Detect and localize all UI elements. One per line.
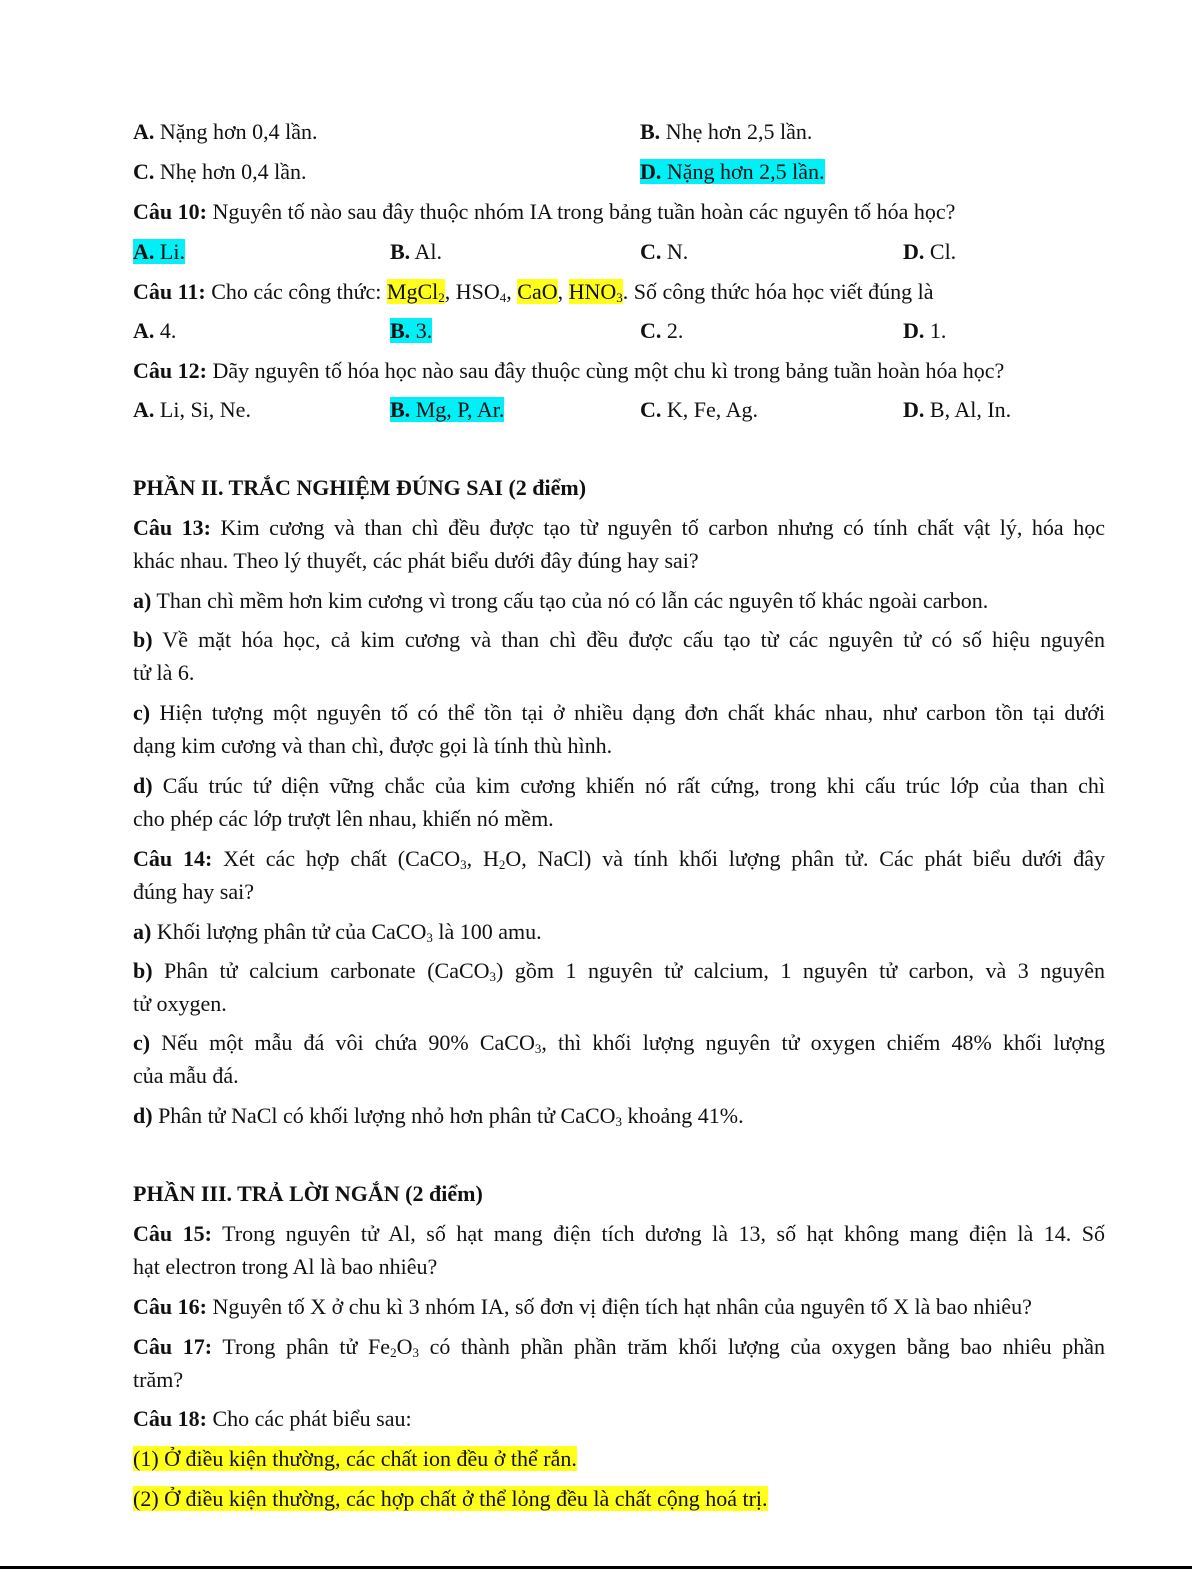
q11-option-b	[390, 316, 432, 346]
q9-option-b: B. Nhẹ hơn 2,5 lần.	[640, 119, 813, 144]
q14-statement-d: d) Phân tử NaCl có khối lượng nhỏ hơn phân tử CaCO$_3$ khoảng 41%.	[133, 1103, 744, 1129]
q13-statement-c-cont: dạng kim cương và than chì, được gọi là tính thù hình.	[133, 733, 613, 758]
q10-option-a	[133, 237, 185, 267]
q13-statement-b-cont: tử là 6.	[133, 660, 195, 685]
q11-option-d: D. 1.	[903, 318, 947, 343]
q12-option-b	[390, 395, 504, 425]
q18-statement-1	[133, 1444, 577, 1474]
q12-option-a: A. Li, Si, Ne.	[133, 397, 251, 422]
question-18: Câu 18: Cho các phát biểu sau:	[133, 1406, 412, 1431]
q18-statement-2	[133, 1484, 768, 1514]
question-15: Câu 15: Trong nguyên tử Al, số hạt mang điện tích dương là 13, số hạt không mang điện là 14. Số	[133, 1221, 1106, 1246]
q10-option-c: C. N.	[640, 239, 689, 264]
part-2-heading: PHẦN II. TRẮC NGHIỆM ĐÚNG SAI (2 điểm)	[133, 475, 587, 500]
q13-statement-b: b) Về mặt hóa học, cả kim cương và than chì đều được cấu tạo từ các nguyên tử có số hiệu nguyên	[133, 627, 1105, 652]
q12-option-d: D. B, Al, In.	[903, 397, 1012, 422]
q9-option-a: A. Nặng hơn 0,4 lần.	[133, 119, 318, 144]
correct-answer-highlight: B. Mg, P, Ar.	[390, 397, 505, 422]
formula-highlight: $HNO_3$	[568, 279, 623, 305]
question-16: Câu 16: Nguyên tố X ở chu kì 3 nhóm IA, số đơn vị điện tích hạt nhân của nguyên tố X là bao nhiêu?	[133, 1294, 1032, 1319]
page-bottom-border	[0, 1566, 1192, 1569]
correct-answer-highlight: D. Nặng hơn 2,5 lần.	[640, 159, 825, 184]
q10-option-b: B. Al.	[390, 239, 442, 264]
question-17: Câu 17: Trong phân tử $Fe_2O_3$ có thành phần phần trăm khối lượng của oxygen bằng bao nhiêu phần	[133, 1334, 1106, 1360]
q14-statement-c: c) Nếu một mẫu đá vôi chứa 90% CaCO$_3$, thì khối lượng nguyên tử oxygen chiếm 48% khối lượng	[133, 1030, 1105, 1056]
question-13: Câu 13: Kim cương và than chì đều được tạo từ nguyên tố carbon nhưng có tính chất vật lý, hóa học	[133, 515, 1106, 540]
statement-highlight: (2) Ở điều kiện thường, các hợp chất ở thể lỏng đều là chất cộng hoá trị.	[133, 1486, 768, 1511]
formula-highlight: CaO	[517, 279, 558, 304]
formula-highlight: MgCl$_2$	[386, 279, 445, 305]
q13-statement-a: a) Than chì mềm hơn kim cương vì trong cấu tạo của nó có lẫn các nguyên tố khác ngoài carbon.	[133, 588, 989, 613]
question-14: Câu 14: Xét các hợp chất (CaCO$_3$, $H_2O$, NaCl) và tính khối lượng phân tử. Các phát biểu dưới đây	[133, 846, 1106, 872]
question-13-cont: khác nhau. Theo lý thuyết, các phát biểu dưới đây đúng hay sai?	[133, 548, 699, 573]
q11-option-c: C. 2.	[640, 318, 684, 343]
correct-answer-highlight: B. 3.	[390, 318, 433, 343]
question-11: Câu 11: Cho các công thức: MgCl$_2$, $HSO_4$, CaO, $HNO_3$. Số công thức hóa học viết đúng là	[133, 279, 934, 305]
q13-statement-c: c) Hiện tượng một nguyên tố có thể tồn tại ở nhiều dạng đơn chất khác nhau, như carbon tồn tại dưới	[133, 700, 1105, 725]
q9-option-c: C. Nhẹ hơn 0,4 lần.	[133, 159, 307, 184]
statement-highlight: (1) Ở điều kiện thường, các chất ion đều ở thể rắn.	[133, 1446, 577, 1471]
q14-statement-c-cont: của mẫu đá.	[133, 1063, 239, 1088]
q14-statement-b-cont: tử oxygen.	[133, 991, 227, 1016]
question-10: Câu 10: Nguyên tố nào sau đây thuộc nhóm IA trong bảng tuần hoàn các nguyên tố hóa học?	[133, 199, 956, 224]
q10-option-d: D. Cl.	[903, 239, 957, 264]
question-17-cont: trăm?	[133, 1367, 184, 1392]
part-3-heading: PHẦN III. TRẢ LỜI NGẮN (2 điểm)	[133, 1181, 483, 1206]
question-15-cont: hạt electron trong Al là bao nhiêu?	[133, 1254, 438, 1279]
q9-option-d	[640, 157, 825, 187]
q14-statement-a: a) Khối lượng phân tử của CaCO$_3$ là 100 amu.	[133, 919, 542, 945]
question-12: Câu 12: Dãy nguyên tố hóa học nào sau đây thuộc cùng một chu kì trong bảng tuần hoàn hóa học?	[133, 358, 1005, 383]
correct-answer-highlight: A. Li.	[133, 239, 185, 264]
q12-option-c: C. K, Fe, Ag.	[640, 397, 758, 422]
q11-option-a: A. 4.	[133, 318, 177, 343]
q13-statement-d-cont: cho phép các lớp trượt lên nhau, khiến nó mềm.	[133, 806, 554, 831]
q13-statement-d: d) Cấu trúc tứ diện vững chắc của kim cương khiến nó rất cứng, trong khi cấu trúc lớp của than chì	[133, 773, 1105, 798]
q14-statement-b: b) Phân tử calcium carbonate (CaCO$_3$) gồm 1 nguyên tử calcium, 1 nguyên tử carbon, và 3 nguyên	[133, 958, 1105, 984]
question-14-cont: đúng hay sai?	[133, 879, 254, 904]
